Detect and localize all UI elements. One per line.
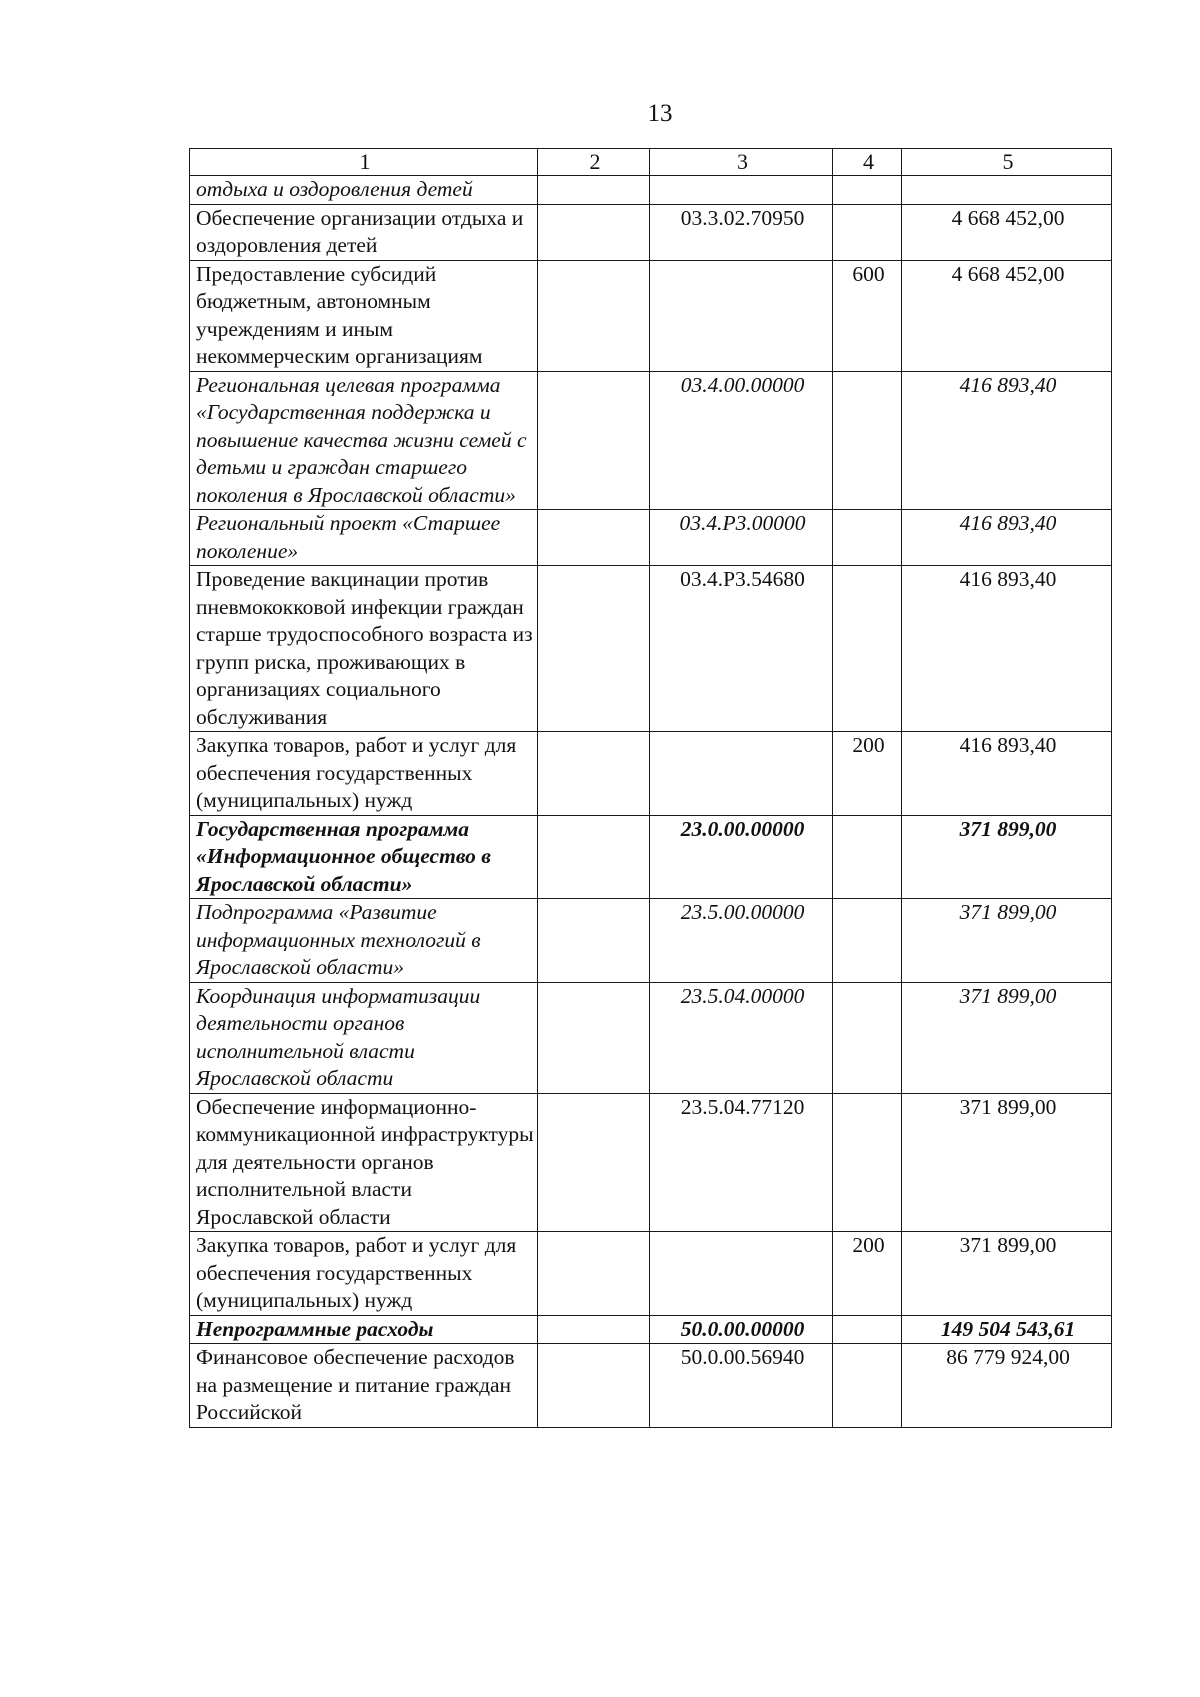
header-cell-3: 3	[650, 149, 833, 176]
expense-type-cell: 600	[833, 260, 902, 371]
amount-cell: 416 893,40	[902, 732, 1112, 816]
amount-cell: 4 668 452,00	[902, 260, 1112, 371]
name-cell: Региональный проект «Старшее поколение»	[190, 510, 538, 566]
column-2-cell	[538, 1315, 650, 1344]
name-cell: Проведение вакцинации против пневмококковой инфекции граждан старше трудоспособного возраста из групп риска, проживающих в организациях социального обслуживания	[190, 566, 538, 732]
name-cell: Региональная целевая программа «Государственная поддержка и повышение качества жизни семей с детьми и граждан старшего поколения в Ярославской области»	[190, 371, 538, 510]
amount-cell: 416 893,40	[902, 371, 1112, 510]
name-cell: Подпрограмма «Развитие информационных технологий в Ярославской области»	[190, 899, 538, 983]
table-row	[190, 899, 1112, 983]
target-code-cell	[650, 732, 833, 816]
page-number: 13	[647, 100, 673, 127]
target-code-cell: 23.5.04.77120	[650, 1093, 833, 1232]
expense-type-cell	[833, 1315, 902, 1344]
column-2-cell	[538, 815, 650, 899]
column-2-cell	[538, 899, 650, 983]
target-code-cell: 50.0.00.00000	[650, 1315, 833, 1344]
name-cell: Координация информатизации деятельности органов исполнительной власти Ярославской области	[190, 982, 538, 1093]
target-code-cell	[650, 1232, 833, 1316]
column-2-cell	[538, 1232, 650, 1316]
column-2-cell	[538, 260, 650, 371]
table-row	[190, 510, 1112, 566]
amount-cell: 86 779 924,00	[902, 1344, 1112, 1428]
column-2-cell	[538, 982, 650, 1093]
table-row	[190, 732, 1112, 816]
expense-type-cell	[833, 1344, 902, 1428]
amount-cell: 416 893,40	[902, 510, 1112, 566]
table-row	[190, 1232, 1112, 1316]
target-code-cell: 23.5.00.00000	[650, 899, 833, 983]
table-header-row	[190, 149, 1112, 176]
header-cell-5: 5	[902, 149, 1112, 176]
target-code-cell	[650, 176, 833, 205]
target-code-cell: 23.0.00.00000	[650, 815, 833, 899]
table-row	[190, 1093, 1112, 1232]
column-2-cell	[538, 510, 650, 566]
amount-cell: 416 893,40	[902, 566, 1112, 732]
expense-type-cell	[833, 510, 902, 566]
name-cell: Предоставление субсидий бюджетным, автономным учреждениям и иным некоммерческим организациям	[190, 260, 538, 371]
expense-type-cell	[833, 1093, 902, 1232]
header-cell-2: 2	[538, 149, 650, 176]
table-row	[190, 204, 1112, 260]
expense-type-cell	[833, 371, 902, 510]
amount-cell: 371 899,00	[902, 982, 1112, 1093]
expense-type-cell	[833, 566, 902, 732]
amount-cell: 4 668 452,00	[902, 204, 1112, 260]
table-row	[190, 371, 1112, 510]
table-row	[190, 982, 1112, 1093]
header-cell-4: 4	[833, 149, 902, 176]
amount-cell	[902, 176, 1112, 205]
table-row	[190, 260, 1112, 371]
table-row	[190, 176, 1112, 205]
amount-cell: 149 504 543,61	[902, 1315, 1112, 1344]
amount-cell: 371 899,00	[902, 815, 1112, 899]
expense-type-cell	[833, 982, 902, 1093]
expense-type-cell	[833, 899, 902, 983]
target-code-cell: 03.4.00.00000	[650, 371, 833, 510]
target-code-cell	[650, 260, 833, 371]
amount-cell: 371 899,00	[902, 1232, 1112, 1316]
table-row	[190, 815, 1112, 899]
table-row	[190, 566, 1112, 732]
table-row	[190, 1344, 1112, 1428]
expense-type-cell: 200	[833, 732, 902, 816]
column-2-cell	[538, 204, 650, 260]
budget-table	[189, 148, 1112, 1428]
table-row	[190, 1315, 1112, 1344]
column-2-cell	[538, 371, 650, 510]
target-code-cell: 50.0.00.56940	[650, 1344, 833, 1428]
expense-type-cell	[833, 815, 902, 899]
target-code-cell: 03.4.P3.00000	[650, 510, 833, 566]
column-2-cell	[538, 566, 650, 732]
header-cell-1: 1	[190, 149, 538, 176]
target-code-cell: 03.4.P3.54680	[650, 566, 833, 732]
expense-type-cell	[833, 204, 902, 260]
name-cell: Финансовое обеспечение расходов на размещение и питание граждан Российской	[190, 1344, 538, 1428]
column-2-cell	[538, 732, 650, 816]
name-cell: Непрограммные расходы	[190, 1315, 538, 1344]
name-cell: отдыха и оздоровления детей	[190, 176, 538, 205]
name-cell: Государственная программа «Информационное общество в Ярославской области»	[190, 815, 538, 899]
target-code-cell: 03.3.02.70950	[650, 204, 833, 260]
column-2-cell	[538, 1093, 650, 1232]
name-cell: Обеспечение информационно-коммуникационной инфраструктуры для деятельности органов исполнительной власти Ярославской области	[190, 1093, 538, 1232]
target-code-cell: 23.5.04.00000	[650, 982, 833, 1093]
amount-cell: 371 899,00	[902, 1093, 1112, 1232]
name-cell: Обеспечение организации отдыха и оздоровления детей	[190, 204, 538, 260]
column-2-cell	[538, 176, 650, 205]
name-cell: Закупка товаров, работ и услуг для обеспечения государственных (муниципальных) нужд	[190, 1232, 538, 1316]
column-2-cell	[538, 1344, 650, 1428]
expense-type-cell: 200	[833, 1232, 902, 1316]
expense-type-cell	[833, 176, 902, 205]
amount-cell: 371 899,00	[902, 899, 1112, 983]
name-cell: Закупка товаров, работ и услуг для обеспечения государственных (муниципальных) нужд	[190, 732, 538, 816]
